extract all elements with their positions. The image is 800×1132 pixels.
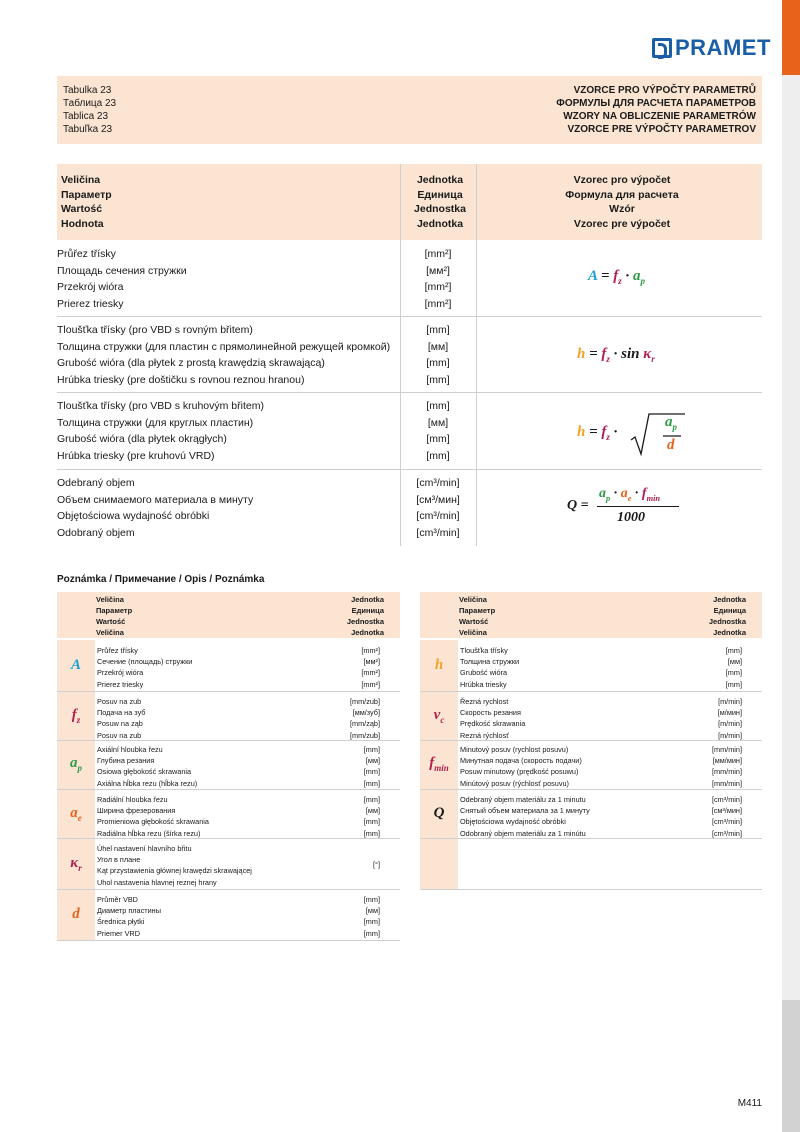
legend-units: [mm/zub] [мм/зуб] [mm/ząb] [mm/zub] xyxy=(349,697,380,740)
side-tab-gray xyxy=(782,75,800,1000)
legend-row-divider xyxy=(57,691,400,692)
legend-labels: Tloušťka třísky Толщина стружки Grubość wióra Hrúbka triesky xyxy=(460,646,520,689)
legend-row-divider xyxy=(57,740,400,741)
legend-units: [mm] [мм] [mm] [mm] xyxy=(363,745,380,788)
side-tab-gray-dark xyxy=(782,1000,800,1132)
table-number: Таблица 23 xyxy=(63,98,117,109)
legend-labels: Axiální hloubka řezu Глубина резания Osiowa głębokość skrawania Axiálna hĺbka rezu (hĺbka rezu) xyxy=(97,745,198,788)
row-removed-volume-units: [cm³/min] [см³/мин] [cm³/min] [cm³/min] xyxy=(416,477,460,539)
legend-row-divider xyxy=(57,838,400,839)
page-number: M411 xyxy=(737,1098,762,1109)
formula-chip-area: $A = f_z \cdot a_p$ xyxy=(588,268,646,286)
row-chip-thickness-round-labels: Tloušťka třísky (pro VBD s kruhovým břitem) Толщина стружки (для круглых пластин) Grubość wióra (dla płytek okrągłych) Hrúbka triesky (pre kruhovú VRD) xyxy=(57,400,264,462)
side-tab-orange xyxy=(782,0,800,75)
row-divider xyxy=(57,316,762,317)
legend-row-divider xyxy=(420,691,762,692)
legend-units: [m/min] [м/мин] [m/min] [m/min] xyxy=(717,697,742,740)
table-number: Tablica 23 xyxy=(63,111,109,122)
legend-symbol: $a_p$ xyxy=(70,755,82,773)
note-title: Poznámka / Примечание / Opis / Poznámka xyxy=(57,574,265,585)
legend-symbol: $a_e$ xyxy=(70,804,82,823)
legend-units: [mm/min] [мм/мин] [mm/min] [mm/min] xyxy=(712,745,742,788)
col-formula-header: Vzorec pro výpočet Формула для расчета Wzór Vzorec pre výpočet xyxy=(565,174,679,230)
pramet-logo xyxy=(652,36,771,60)
legend-labels: Posuv na zub Подача на зуб Posuw na ząb Posuv na zub xyxy=(97,697,146,740)
legend-units: [°] xyxy=(373,859,380,869)
main-table-header xyxy=(57,164,762,240)
logo-text: PRAMET xyxy=(675,35,771,60)
legend-symbol: $f_z$ xyxy=(71,706,81,725)
legend-units: [mm] [мм] [mm] [mm] xyxy=(363,795,380,838)
divider xyxy=(400,164,401,546)
row-chip-area-units: [mm²] [мм²] [mm²] [mm²] xyxy=(424,248,452,310)
legend-left-symbol-column xyxy=(57,640,95,940)
fraction-bar xyxy=(597,506,679,507)
table-number: Tabuľka 23 xyxy=(63,124,113,135)
col-quantity-header: Veličina Параметр Wartość Hodnota xyxy=(61,174,112,230)
legend-symbol: d xyxy=(72,905,80,922)
legend-labels: Průměr VBD Диаметр пластины Średnica płytki Priemer VRD xyxy=(97,895,161,938)
row-chip-area-labels: Průřez třísky Площадь сечения стружки Przekrój wióra Prierez triesky xyxy=(57,248,187,310)
table-number: Tabulka 23 xyxy=(63,85,112,96)
legend-labels: Radiální hloubka řezu Ширина фрезерования Promieniowa głębokość skrawania Radiálna hĺbka rezu (šírka rezu) xyxy=(97,795,209,838)
formula-chip-thickness-round: $h = f_z$ · $a_p$ d xyxy=(577,410,687,458)
legend-row-divider xyxy=(57,789,400,790)
legend-row-divider xyxy=(420,838,762,839)
pramet-logo-icon xyxy=(652,38,672,58)
square-root-sign xyxy=(629,410,687,458)
legend-symbol: Q xyxy=(433,804,445,821)
legend-row-divider xyxy=(420,889,762,890)
legend-units: [mm] [мм] [mm] [mm] xyxy=(725,646,742,689)
table-title: VZORCE PRE VÝPOČTY PARAMETROV xyxy=(567,124,756,135)
formula-removed-volume: Q = $a_p \cdot a_e \cdot f_{min}$ 1000 xyxy=(567,484,687,528)
divider xyxy=(476,164,477,546)
legend-symbol: $v_c$ xyxy=(433,706,445,725)
table-title: ФОРМУЛЫ ДЛЯ РАСЧЕТА ПАРАМЕТРОВ xyxy=(556,98,756,109)
legend-labels: Minutový posuv (rychlost posuvu) Минутная подача (скорость подачи) Posuw minutowy (prędkość posuwu) Minútový posuv (rýchlosť posuvu) xyxy=(460,745,582,788)
legend-row-divider xyxy=(57,889,400,890)
row-divider xyxy=(57,469,762,470)
legend-symbol: $\kappa_r$ xyxy=(70,854,82,873)
legend-right-header: Veličina Параметр Wartość Veličina Jednotka Единица Jednostka Jednotka xyxy=(420,592,762,638)
row-removed-volume-labels: Odebraný objem Объем снимаемого материала в минуту Objętościowa wydajność obróbki Odobraný objem xyxy=(57,477,254,539)
row-chip-thickness-straight-labels: Tloušťka třísky (pro VBD s rovným břitem) Толщина стружки (для пластин с прямолинейной режущей кромкой) Grubość wióra (dla płytek z prostą krawędzią skrawającą) Hrúbka triesky (pre doštičku s rovnou reznou hranou) xyxy=(57,324,391,386)
legend-symbol: $f_{min}$ xyxy=(429,755,449,773)
legend-row-divider xyxy=(420,740,762,741)
formula-chip-thickness-straight: $h = f_z \cdot \sin \kappa_r$ xyxy=(577,346,655,364)
legend-units: [mm] [мм] [mm] [mm] xyxy=(363,895,380,938)
legend-units: [cm³/min] [см³/мин] [cm³/min] [cm³/min] xyxy=(711,795,742,838)
legend-row-divider xyxy=(420,789,762,790)
legend-row-divider xyxy=(57,940,400,941)
legend-left-header: Veličina Параметр Wartość Veličina Jednotka Единица Jednostka Jednotka xyxy=(57,592,400,638)
row-divider xyxy=(57,392,762,393)
row-chip-thickness-round-units: [mm] [мм] [mm] [mm] xyxy=(426,400,450,462)
legend-labels: Průřez třísky Сечение (площадь) стружки Przekrój wióra Prierez triesky xyxy=(97,646,193,689)
legend-labels: Úhel nastavení hlavního břitu Угол в плане Kąt przystawienia głównej krawędzi skrawającej Uhol nastavenia hlavnej reznej hrany xyxy=(97,844,252,887)
legend-symbol: h xyxy=(434,656,444,673)
table-header-band xyxy=(57,76,762,144)
row-chip-thickness-straight-units: [mm] [мм] [mm] [mm] xyxy=(426,324,450,386)
legend-units: [mm²] [мм²] [mm²] [mm²] xyxy=(361,646,380,689)
legend-labels: Odebraný objem materiálu za 1 minutu Снятый объем материала за 1 минуту Objętościowa wydajność obróbki Odobraný objem materiálu za 1 minútu xyxy=(460,795,590,838)
col-unit-header: Jednotka Единица Jednostka Jednotka xyxy=(414,174,466,230)
table-title: VZORCE PRO VÝPOČTY PARAMETRŮ xyxy=(573,85,756,96)
legend-symbol: A xyxy=(70,656,81,673)
legend-labels: Řezná rychlost Скорость резания Prędkość skrawania Rezná rýchlosť xyxy=(460,697,526,740)
table-title: WZORY NA OBLICZENIE PARAMETRÓW xyxy=(563,111,756,122)
